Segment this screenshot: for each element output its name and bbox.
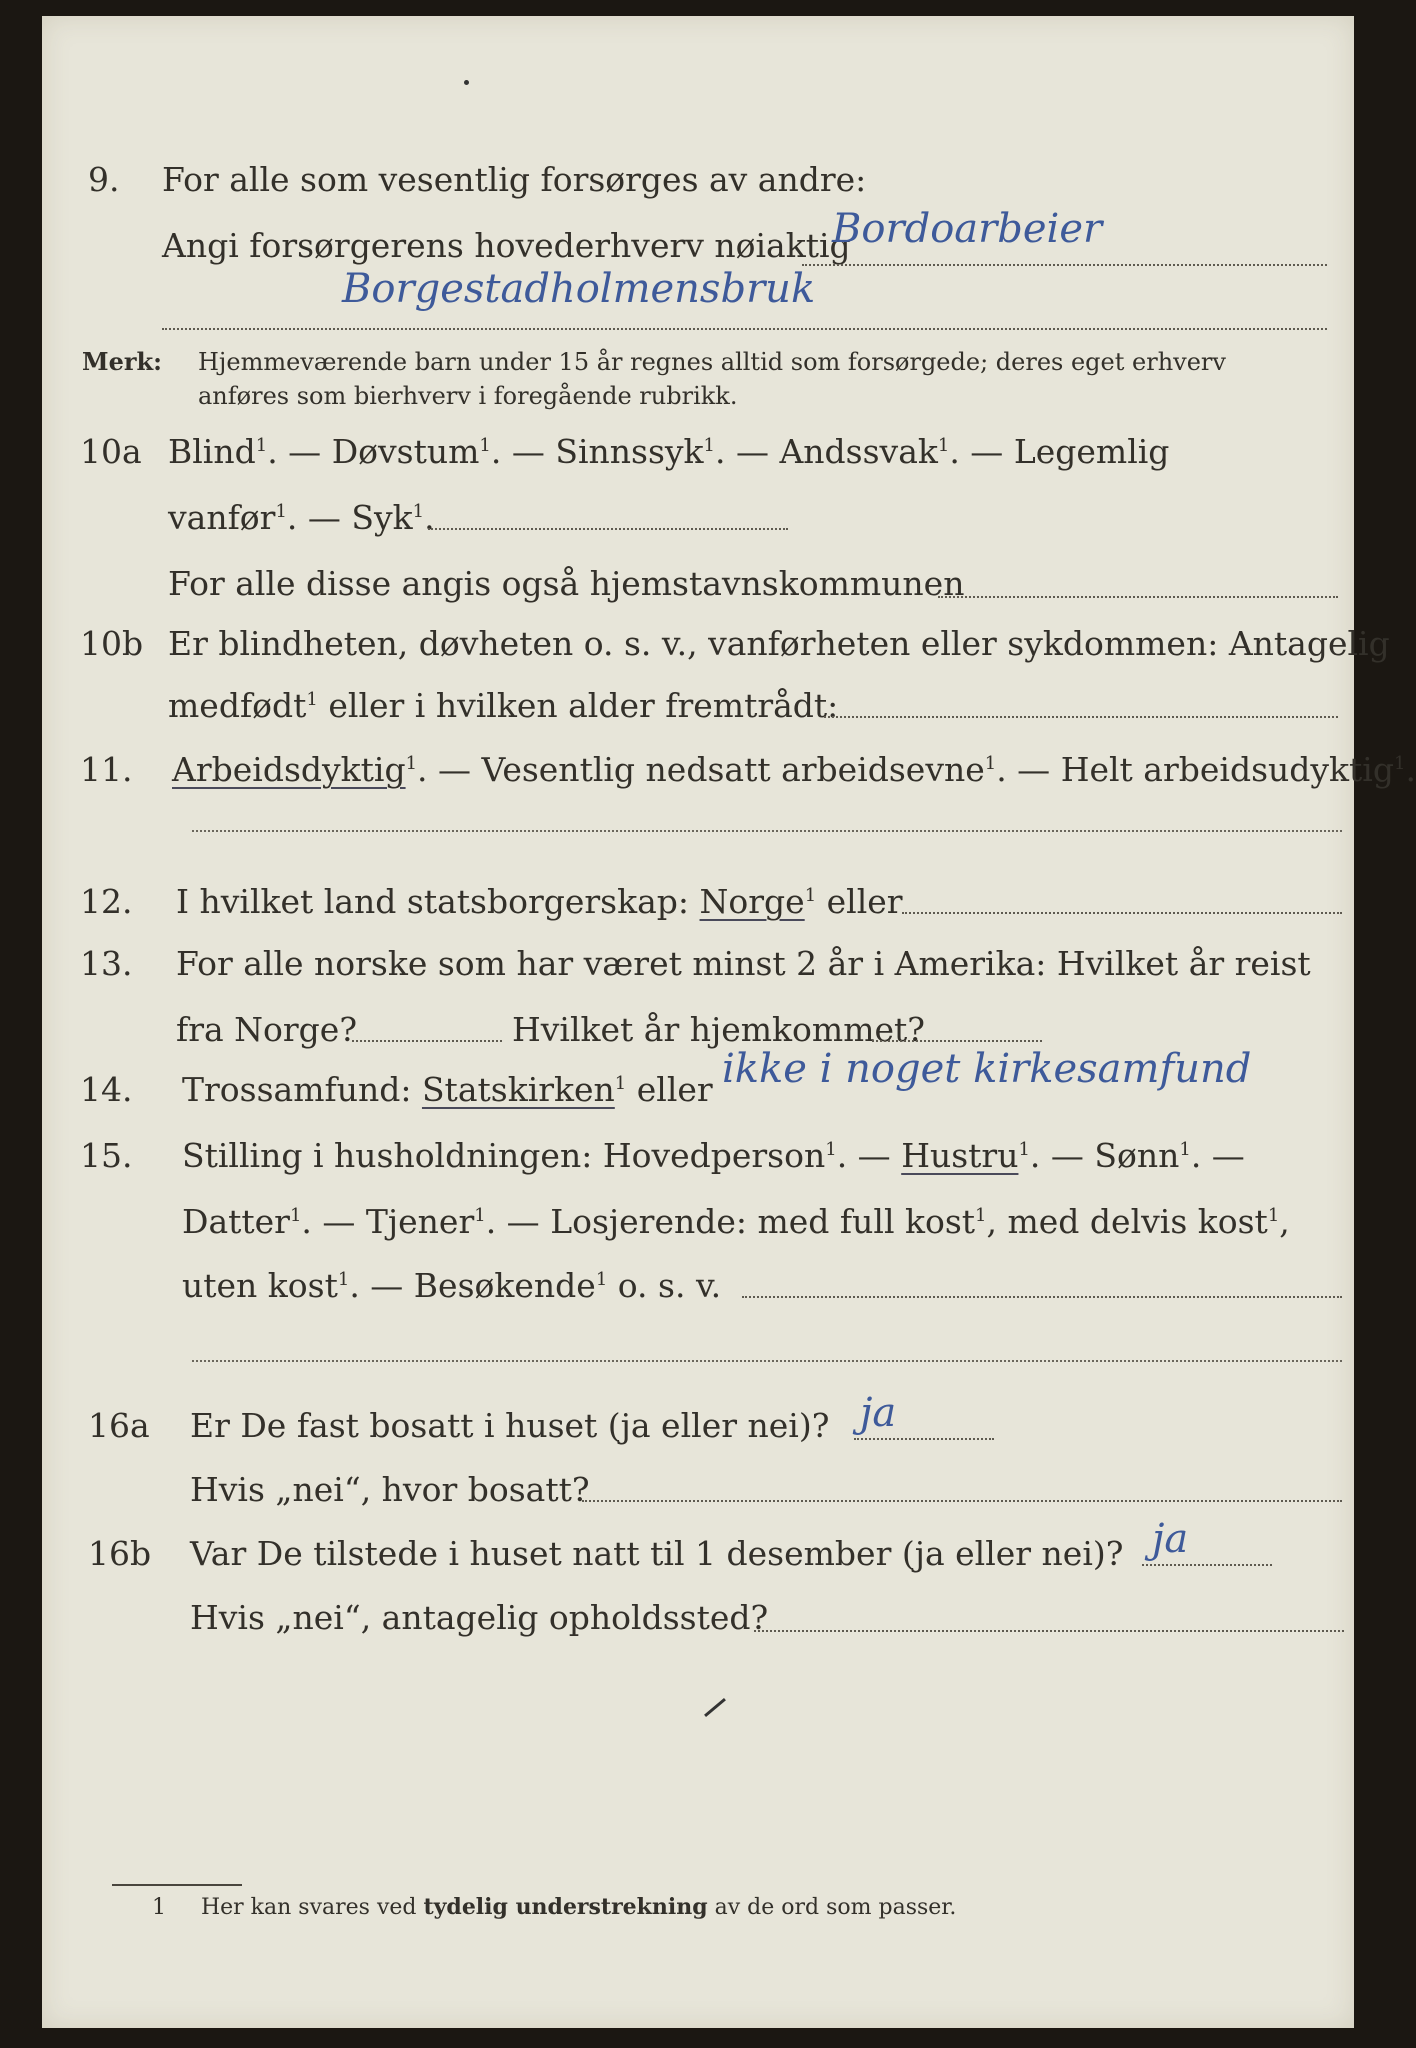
q16a-line1 [42, 1400, 1354, 1452]
footnote-text-1: Her kan svares ved [200, 1895, 417, 1920]
option-syk: Syk [351, 498, 413, 537]
q16a-line2 [42, 1464, 1354, 1516]
q13-returned-text: Hvilket år hjemkommet? [512, 1010, 925, 1049]
q11-options: Arbeidsdyktig$^1$. — Vesentlig nedsatt arbeidsevne$^1$. — Helt arbeidsudyktig$^1$. [172, 750, 1416, 789]
q16a-where-text: Hvis „nei“, hvor bosatt? [190, 1470, 590, 1509]
q13-line1 [42, 938, 1354, 990]
q14-text: Trossamfund: Statskirken$^1$ eller [182, 1070, 713, 1109]
q16b-answer: ja [1152, 1516, 1189, 1562]
q10b-text: Er blindheten, døvheten o. s. v., vanførheten eller sykdommen: Antagelig [168, 624, 1390, 663]
q10a-line3 [42, 558, 1354, 610]
option-sinnssyk: Sinnssyk [555, 432, 704, 471]
option-tjener: Tjener [365, 1202, 475, 1241]
q15-fill-line-1 [742, 1296, 1342, 1298]
q10b-number: 10b [80, 624, 144, 663]
merk-text-2: anføres som bierhverv i foregående rubrikk. [198, 382, 738, 410]
merk-text-1: Hjemmeværende barn under 15 år regnes alltid som forsørgede; deres eget erhverv [198, 348, 1226, 376]
q16a-answer: ja [860, 1390, 897, 1436]
q15-line3 [42, 1260, 1354, 1312]
q15-line2 [42, 1196, 1354, 1248]
option-besokende: Besøkende [413, 1266, 596, 1305]
option-datter: Datter [182, 1202, 290, 1241]
q9-text: For alle som vesentlig forsørges av andre: [162, 160, 867, 199]
q9-occupation-label: Angi forsørgerens hovederhverv nøiaktig [162, 226, 851, 265]
census-form-page [42, 16, 1416, 2028]
q10a-options-2: vanfør$^1$. — Syk$^1$. [168, 498, 435, 537]
q9-number: 9. [88, 160, 120, 199]
q16a-text: Er De fast bosatt i huset (ja eller nei)? [190, 1406, 830, 1445]
q14-label: Trossamfund: [182, 1070, 412, 1109]
q13-fill-line-1 [352, 1040, 502, 1042]
footnote [152, 1894, 956, 1920]
q13-left-text: fra Norge? [176, 1010, 358, 1049]
q15-line1 [42, 1130, 1354, 1182]
option-helt: Helt arbeidsudyktig [1060, 750, 1394, 789]
q15-osv: o. s. v. [617, 1266, 722, 1305]
q10a-number: 10a [80, 432, 142, 471]
option-uten-kost: uten kost [182, 1266, 338, 1305]
q14-answer: ikke i noget kirkesamfund [722, 1046, 1252, 1092]
q12-eller: eller [826, 882, 903, 921]
q9-answer-occupation: Bordoarbeier [832, 206, 1103, 252]
q10b-line1 [42, 618, 1390, 670]
footnote-rule [112, 1884, 242, 1886]
q16b-line2 [42, 1592, 1354, 1644]
q10a-options: Blind$^1$. — Døvstum$^1$. — Sinnssyk$^1$. — Andssvak$^1$. — Legemlig [168, 432, 1170, 471]
option-blind: Blind [168, 432, 256, 471]
option-andssvak: Andssvak [779, 432, 938, 471]
option-delvis: med delvis kost [1007, 1202, 1268, 1241]
q16b-stay-text: Hvis „nei“, antagelig opholdssted? [190, 1598, 769, 1637]
merk-label: Merk: [82, 347, 162, 376]
q10a-hometown-text: For alle disse angis også hjemstavnskommunen [168, 564, 965, 603]
q16b-fill-line-1 [1142, 1564, 1272, 1566]
q10b-text-2: medfødt$^1$ eller i hvilken alder fremtrådt: [168, 686, 839, 725]
q9-answer-workplace: Borgestadholmensbruk [342, 266, 816, 312]
pen-mark [704, 1698, 726, 1717]
q11-line [42, 744, 1416, 796]
q15-options-2: Datter$^1$. — Tjener$^1$. — Losjerende: med full kost$^1$, med delvis kost$^1$, [182, 1202, 1290, 1241]
q11-fill-line [192, 830, 1342, 832]
q12-label: I hvilket land statsborgerskap: [176, 882, 690, 921]
q10a-fill-line-1 [428, 528, 788, 530]
q13-number: 13. [80, 944, 133, 983]
option-vesentlig: Vesentlig nedsatt arbeidsevne [481, 750, 985, 789]
q16b-fill-line-2 [754, 1630, 1344, 1632]
merk-line2 [42, 376, 1354, 416]
q10a-line1 [42, 426, 1354, 478]
q16a-number: 16a [88, 1406, 150, 1445]
q16a-fill-line-1 [854, 1438, 994, 1440]
q12-line [42, 876, 1354, 928]
option-statskirken-underlined: Statskirken [421, 1070, 615, 1109]
q14-eller: eller [636, 1070, 713, 1109]
q16a-fill-line-2 [582, 1500, 1342, 1502]
q13-fill-line-2 [872, 1040, 1042, 1042]
q10b-age-text: eller i hvilken alder fremtrådt: [328, 686, 839, 725]
footnote-text-3: av de ord som passer. [714, 1895, 957, 1920]
q12-text: I hvilket land statsborgerskap: Norge$^1$ eller [176, 882, 903, 921]
option-legemlig: Legemlig [1013, 432, 1170, 471]
q15-options-3: uten kost$^1$. — Besøkende$^1$ o. s. v. [182, 1266, 722, 1305]
q10a-line2 [42, 492, 1354, 544]
option-arbeidsdyktig-underlined: Arbeidsdyktig [172, 750, 406, 789]
option-sonn: Sønn [1094, 1136, 1180, 1175]
option-vanfor: vanfør [168, 498, 276, 537]
q11-number: 11. [80, 750, 133, 789]
q16b-text: Var De tilstede i huset natt til 1 desember (ja eller nei)? [190, 1534, 1124, 1573]
q10b-fill-line [824, 716, 1338, 718]
option-hustru-underlined: Hustru [901, 1136, 1019, 1175]
q16b-number: 16b [88, 1534, 152, 1573]
footnote-mark: 1 [152, 1895, 166, 1920]
q10b-line2 [42, 680, 1354, 732]
q9-fill-line-2 [162, 328, 1327, 330]
q15-fill-line-2 [192, 1360, 1342, 1362]
q14-number: 14. [80, 1070, 133, 1109]
q12-fill-line [902, 912, 1342, 914]
footnote-text-bold: tydelig understrekning [423, 1894, 708, 1920]
option-hovedperson: Stilling i husholdningen: Hovedperson [182, 1136, 826, 1175]
ink-dot [464, 80, 469, 85]
q12-number: 12. [80, 882, 133, 921]
q9-fill-line-1 [802, 264, 1327, 266]
option-medfodt: medfødt [168, 686, 307, 725]
option-norge-underlined: Norge [699, 882, 805, 921]
q10a-fill-line-2 [938, 596, 1338, 598]
option-losjerende: Losjerende: med full kost [550, 1202, 976, 1241]
q15-options-1: Stilling i husholdningen: Hovedperson$^1$. — Hustru$^1$. — Sønn$^1$. — [182, 1136, 1245, 1175]
q13-text: For alle norske som har været minst 2 år i Amerika: Hvilket år reist [176, 944, 1311, 983]
option-dovstum: Døvstum [331, 432, 480, 471]
q9-line1 [42, 154, 1354, 206]
q15-number: 15. [80, 1136, 133, 1175]
